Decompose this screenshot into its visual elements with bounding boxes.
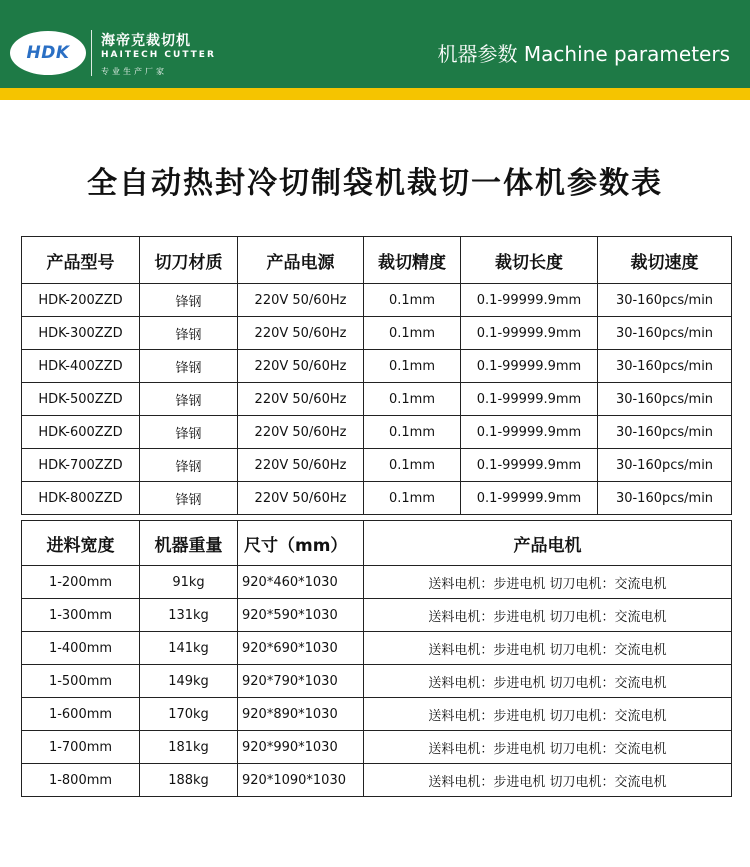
brand-tagline: 专业生产厂家 bbox=[101, 67, 167, 76]
table-header-row bbox=[22, 237, 732, 284]
table-cell: 0.1mm bbox=[364, 449, 461, 482]
table-cell: 0.1-99999.9mm bbox=[461, 383, 598, 416]
table-cell: 0.1mm bbox=[364, 383, 461, 416]
header-cell: 进料宽度 bbox=[22, 521, 140, 566]
table-cell: HDK-700ZZD bbox=[22, 449, 140, 482]
spec-table-dimensions bbox=[21, 520, 732, 797]
header-accent-stripe bbox=[0, 88, 750, 100]
header-cell: 机器重量 bbox=[140, 521, 238, 566]
table-cell: 920*890*1030 bbox=[238, 698, 364, 731]
table-cell: HDK-500ZZD bbox=[22, 383, 140, 416]
header-cell: 裁切精度 bbox=[364, 237, 461, 284]
table-cell: 0.1mm bbox=[364, 317, 461, 350]
table-cell: 30-160pcs/min bbox=[598, 383, 732, 416]
page-title: 全自动热封冷切制袋机裁切一体机参数表 bbox=[87, 166, 663, 201]
table-cell: HDK-800ZZD bbox=[22, 482, 140, 515]
table-cell: 1-300mm bbox=[22, 599, 140, 632]
table-cell: 920*990*1030 bbox=[238, 731, 364, 764]
table-cell: 1-600mm bbox=[22, 698, 140, 731]
table-row bbox=[22, 632, 732, 665]
table-cell: 送料电机：步进电机 切刀电机：交流电机 bbox=[364, 632, 732, 665]
spec-table-models bbox=[21, 236, 732, 515]
table-cell: 220V 50/60Hz bbox=[238, 350, 364, 383]
table-row bbox=[22, 566, 732, 599]
table-cell: 30-160pcs/min bbox=[598, 350, 732, 383]
table-cell: 141kg bbox=[140, 632, 238, 665]
table-cell: 220V 50/60Hz bbox=[238, 317, 364, 350]
table-cell: 0.1mm bbox=[364, 350, 461, 383]
header-cell: 尺寸（mm） bbox=[238, 521, 364, 566]
table-row bbox=[22, 284, 732, 317]
table-cell: 送料电机：步进电机 切刀电机：交流电机 bbox=[364, 764, 732, 797]
table-cell: 0.1-99999.9mm bbox=[461, 284, 598, 317]
brand-name-en: HAITECH CUTTER bbox=[101, 50, 216, 60]
table-cell: 送料电机：步进电机 切刀电机：交流电机 bbox=[364, 731, 732, 764]
table-cell: 锋钢 bbox=[140, 284, 238, 317]
table-cell: 送料电机：步进电机 切刀电机：交流电机 bbox=[364, 698, 732, 731]
logo-divider bbox=[91, 30, 92, 76]
header-cell: 产品电机 bbox=[364, 521, 732, 566]
table-row bbox=[22, 665, 732, 698]
brand-name-cn: 海帝克裁切机 bbox=[101, 33, 191, 49]
table-cell: 0.1-99999.9mm bbox=[461, 416, 598, 449]
table-cell: 30-160pcs/min bbox=[598, 284, 732, 317]
table-cell: 920*590*1030 bbox=[238, 599, 364, 632]
table-cell: 220V 50/60Hz bbox=[238, 449, 364, 482]
table-cell: 0.1-99999.9mm bbox=[461, 482, 598, 515]
header-title: 机器参数 Machine parameters bbox=[437, 42, 730, 66]
table-cell: 920*690*1030 bbox=[238, 632, 364, 665]
table-row bbox=[22, 764, 732, 797]
table-cell: 锋钢 bbox=[140, 416, 238, 449]
table-cell: 锋钢 bbox=[140, 449, 238, 482]
table-cell: 1-800mm bbox=[22, 764, 140, 797]
table-cell: 送料电机：步进电机 切刀电机：交流电机 bbox=[364, 665, 732, 698]
header-cell: 裁切长度 bbox=[461, 237, 598, 284]
table-cell: 1-700mm bbox=[22, 731, 140, 764]
table-cell: 220V 50/60Hz bbox=[238, 416, 364, 449]
table-cell: 锋钢 bbox=[140, 383, 238, 416]
table-cell: 220V 50/60Hz bbox=[238, 383, 364, 416]
table-cell: HDK-600ZZD bbox=[22, 416, 140, 449]
table-row bbox=[22, 599, 732, 632]
table-cell: 锋钢 bbox=[140, 482, 238, 515]
table-cell: 送料电机：步进电机 切刀电机：交流电机 bbox=[364, 566, 732, 599]
table-cell: HDK-400ZZD bbox=[22, 350, 140, 383]
table-cell: 30-160pcs/min bbox=[598, 449, 732, 482]
table-row bbox=[22, 350, 732, 383]
header-cell: 裁切速度 bbox=[598, 237, 732, 284]
table-cell: 0.1mm bbox=[364, 284, 461, 317]
table-cell: HDK-200ZZD bbox=[22, 284, 140, 317]
table-cell: 188kg bbox=[140, 764, 238, 797]
table-cell: 1-200mm bbox=[22, 566, 140, 599]
table-row bbox=[22, 482, 732, 515]
table-cell: 220V 50/60Hz bbox=[238, 482, 364, 515]
table-row bbox=[22, 698, 732, 731]
logo-text: HDK bbox=[26, 43, 70, 63]
header-cell: 切刀材质 bbox=[140, 237, 238, 284]
table-cell: 91kg bbox=[140, 566, 238, 599]
brand-logo bbox=[10, 31, 86, 75]
header-cell: 产品型号 bbox=[22, 237, 140, 284]
table-cell: 170kg bbox=[140, 698, 238, 731]
table-cell: HDK-300ZZD bbox=[22, 317, 140, 350]
table-cell: 1-500mm bbox=[22, 665, 140, 698]
table-cell: 181kg bbox=[140, 731, 238, 764]
table-cell: 0.1-99999.9mm bbox=[461, 350, 598, 383]
table-cell: 220V 50/60Hz bbox=[238, 284, 364, 317]
table-cell: 131kg bbox=[140, 599, 238, 632]
table-cell: 149kg bbox=[140, 665, 238, 698]
table-cell: 1-400mm bbox=[22, 632, 140, 665]
table-row bbox=[22, 383, 732, 416]
table-row bbox=[22, 449, 732, 482]
table-row bbox=[22, 416, 732, 449]
table-cell: 锋钢 bbox=[140, 350, 238, 383]
table-cell: 0.1mm bbox=[364, 482, 461, 515]
table-cell: 0.1-99999.9mm bbox=[461, 449, 598, 482]
table-header-row bbox=[22, 521, 732, 566]
table-row bbox=[22, 317, 732, 350]
table-row bbox=[22, 731, 732, 764]
table-cell: 30-160pcs/min bbox=[598, 482, 732, 515]
table-cell: 30-160pcs/min bbox=[598, 416, 732, 449]
table-cell: 920*460*1030 bbox=[238, 566, 364, 599]
table-cell: 送料电机：步进电机 切刀电机：交流电机 bbox=[364, 599, 732, 632]
table-cell: 30-160pcs/min bbox=[598, 317, 732, 350]
header-banner bbox=[0, 0, 750, 88]
table-cell: 0.1mm bbox=[364, 416, 461, 449]
table-cell: 920*790*1030 bbox=[238, 665, 364, 698]
table-cell: 0.1-99999.9mm bbox=[461, 317, 598, 350]
header-cell: 产品电源 bbox=[238, 237, 364, 284]
table-cell: 锋钢 bbox=[140, 317, 238, 350]
table-cell: 920*1090*1030 bbox=[238, 764, 364, 797]
